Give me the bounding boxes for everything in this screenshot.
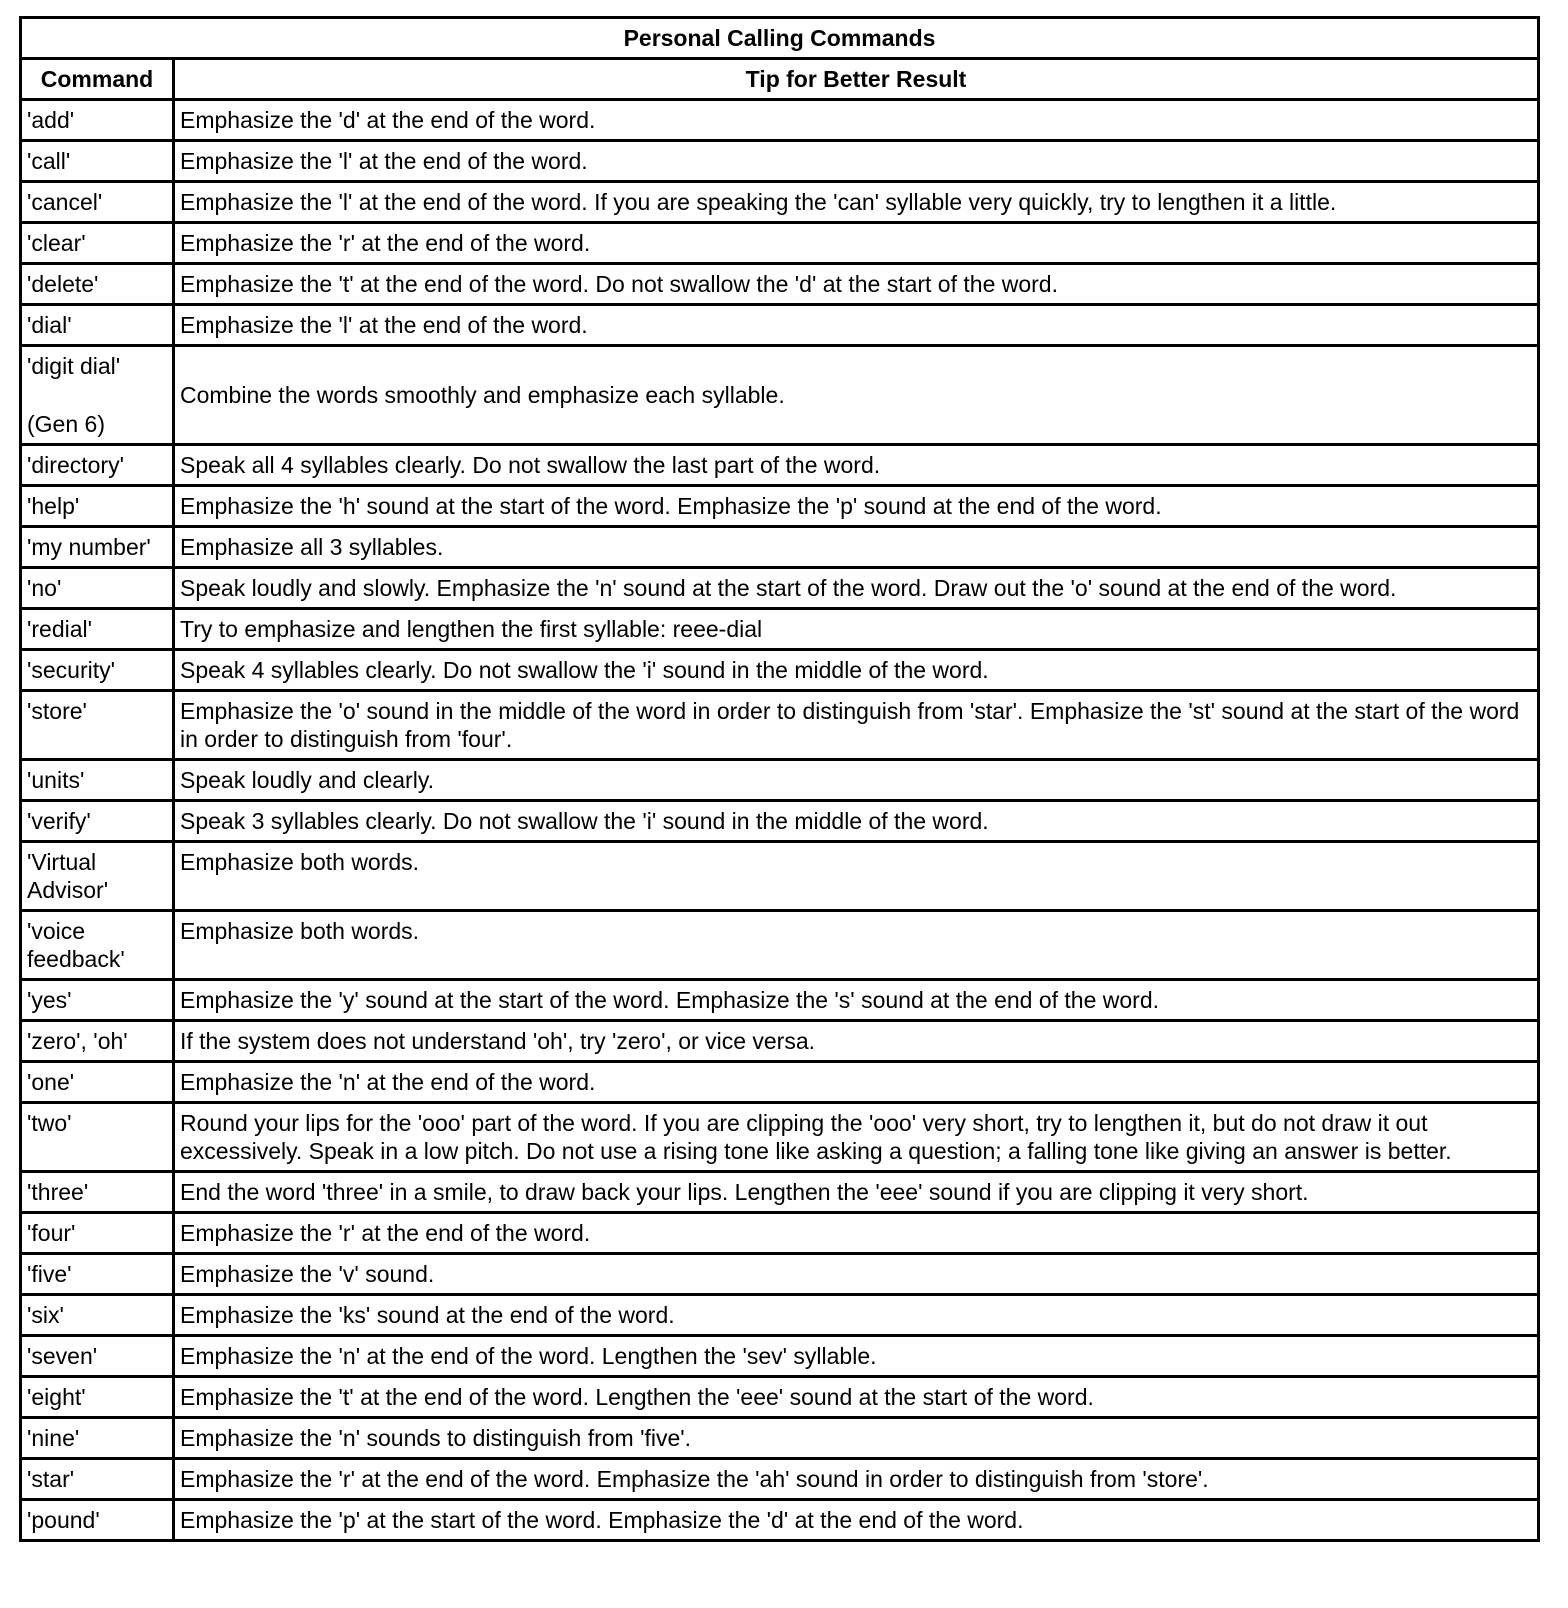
column-header-tip: Tip for Better Result [174, 59, 1539, 100]
tip-cell: Emphasize the 'n' at the end of the word. Lengthen the 'sev' syllable. [174, 1336, 1539, 1377]
table-row [21, 1021, 1539, 1062]
table-row [21, 1103, 1539, 1172]
command-text: 'seven' [27, 1343, 98, 1369]
table-row [21, 1336, 1539, 1377]
command-cell [21, 760, 174, 801]
table-row [21, 305, 1539, 346]
command-text: 'star' [27, 1466, 75, 1492]
command-text: 'redial' [27, 616, 93, 642]
tip-cell: Speak loudly and clearly. [174, 760, 1539, 801]
command-cell [21, 346, 174, 445]
table-row [21, 691, 1539, 760]
table-row [21, 1213, 1539, 1254]
table-row [21, 911, 1539, 980]
tip-cell: Speak 3 syllables clearly. Do not swallow the 'i' sound in the middle of the word. [174, 801, 1539, 842]
table-row [21, 527, 1539, 568]
table-row [21, 801, 1539, 842]
command-cell [21, 182, 174, 223]
tip-cell: Emphasize the 'v' sound. [174, 1254, 1539, 1295]
table-row [21, 609, 1539, 650]
tip-cell: Combine the words smoothly and emphasize each syllable. [174, 346, 1539, 445]
table-row [21, 141, 1539, 182]
command-text: 'voice feedback' [27, 918, 125, 972]
command-cell [21, 911, 174, 980]
tip-cell: Emphasize the 'n' sounds to distinguish from 'five'. [174, 1418, 1539, 1459]
command-cell [21, 486, 174, 527]
tip-cell: Emphasize both words. [174, 842, 1539, 911]
table-row [21, 264, 1539, 305]
command-cell [21, 1500, 174, 1541]
command-text: 'yes' [27, 987, 72, 1013]
command-cell [21, 1295, 174, 1336]
table-row [21, 1254, 1539, 1295]
column-header-command: Command [21, 59, 174, 100]
tip-cell: Emphasize the 't' at the end of the word. Do not swallow the 'd' at the start of the word. [174, 264, 1539, 305]
command-cell [21, 1021, 174, 1062]
table-row [21, 1295, 1539, 1336]
table-row [21, 1062, 1539, 1103]
tip-cell: Emphasize the 'l' at the end of the word. [174, 305, 1539, 346]
command-cell [21, 223, 174, 264]
table-row [21, 1459, 1539, 1500]
tip-cell: Emphasize the 'd' at the end of the word. [174, 100, 1539, 141]
command-cell [21, 1377, 174, 1418]
command-cell [21, 527, 174, 568]
table-row [21, 1500, 1539, 1541]
table-row [21, 1377, 1539, 1418]
tip-cell: Emphasize the 'h' sound at the start of the word. Emphasize the 'p' sound at the end of the word. [174, 486, 1539, 527]
command-text: 'zero', 'oh' [27, 1028, 128, 1054]
command-cell [21, 445, 174, 486]
tip-cell: Speak all 4 syllables clearly. Do not swallow the last part of the word. [174, 445, 1539, 486]
tip-cell: Emphasize all 3 syllables. [174, 527, 1539, 568]
command-cell [21, 1336, 174, 1377]
command-text: 'delete' [27, 271, 99, 297]
table-row [21, 650, 1539, 691]
command-text: 'five' [27, 1261, 72, 1287]
command-cell [21, 980, 174, 1021]
command-text: 'no' [27, 575, 62, 601]
commands-table [19, 16, 1540, 1542]
command-note: (Gen 6) [27, 411, 105, 437]
command-cell [21, 691, 174, 760]
command-cell [21, 305, 174, 346]
command-text: 'one' [27, 1069, 75, 1095]
tip-cell: Emphasize both words. [174, 911, 1539, 980]
command-text: 'Virtual Advisor' [27, 849, 109, 903]
command-cell [21, 801, 174, 842]
table-row [21, 182, 1539, 223]
command-text: 'three' [27, 1179, 89, 1205]
table-row [21, 223, 1539, 264]
command-text: 'my number' [27, 534, 151, 560]
table-row [21, 980, 1539, 1021]
command-text: 'four' [27, 1220, 76, 1246]
command-cell [21, 1459, 174, 1500]
tip-cell: If the system does not understand 'oh', try 'zero', or vice versa. [174, 1021, 1539, 1062]
table-row [21, 346, 1539, 445]
command-text: 'units' [27, 767, 85, 793]
tip-cell: End the word 'three' in a smile, to draw back your lips. Lengthen the 'eee' sound if you are clipping it very short. [174, 1172, 1539, 1213]
command-text: 'add' [27, 107, 75, 133]
command-cell [21, 264, 174, 305]
table-row [21, 445, 1539, 486]
tip-cell: Emphasize the 'o' sound in the middle of the word in order to distinguish from 'star'. Emphasize the 'st' sound at the start of the word in order to distinguish from 'four'. [174, 691, 1539, 760]
command-cell [21, 1254, 174, 1295]
table-body [21, 100, 1539, 1541]
command-text: 'help' [27, 493, 80, 519]
command-text: 'directory' [27, 452, 124, 478]
command-cell [21, 842, 174, 911]
table-row [21, 568, 1539, 609]
command-text: 'store' [27, 698, 87, 724]
tip-cell: Emphasize the 'r' at the end of the word. Emphasize the 'ah' sound in order to distinguish from 'store'. [174, 1459, 1539, 1500]
tip-cell: Emphasize the 't' at the end of the word. Lengthen the 'eee' sound at the start of the word. [174, 1377, 1539, 1418]
tip-cell: Speak loudly and slowly. Emphasize the 'n' sound at the start of the word. Draw out the 'o' sound at the end of the word. [174, 568, 1539, 609]
tip-cell: Round your lips for the 'ooo' part of the word. If you are clipping the 'ooo' very short, try to lengthen it, but do not draw it out excessively. Speak in a low pitch. Do not use a rising tone like asking a question; a falling tone like giving an answer is better. [174, 1103, 1539, 1172]
command-text: 'two' [27, 1110, 72, 1136]
tip-cell: Emphasize the 'n' at the end of the word. [174, 1062, 1539, 1103]
command-cell [21, 1062, 174, 1103]
command-cell [21, 141, 174, 182]
tip-cell: Emphasize the 'ks' sound at the end of the word. [174, 1295, 1539, 1336]
command-text: 'dial' [27, 312, 72, 338]
command-text: 'eight' [27, 1384, 86, 1410]
command-cell [21, 1418, 174, 1459]
command-text: 'digit dial' [27, 353, 121, 379]
command-cell [21, 1172, 174, 1213]
tip-cell: Emphasize the 'l' at the end of the word. [174, 141, 1539, 182]
table-row [21, 1418, 1539, 1459]
command-text: 'security' [27, 657, 116, 683]
command-text: 'clear' [27, 230, 86, 256]
command-text: 'call' [27, 148, 71, 174]
command-cell [21, 609, 174, 650]
tip-cell: Try to emphasize and lengthen the first syllable: reee-dial [174, 609, 1539, 650]
table-row [21, 100, 1539, 141]
command-cell [21, 100, 174, 141]
table-title: Personal Calling Commands [21, 18, 1539, 59]
table-row [21, 842, 1539, 911]
command-cell [21, 1103, 174, 1172]
command-cell [21, 568, 174, 609]
tip-cell: Speak 4 syllables clearly. Do not swallow the 'i' sound in the middle of the word. [174, 650, 1539, 691]
table-row [21, 760, 1539, 801]
tip-cell: Emphasize the 'r' at the end of the word. [174, 1213, 1539, 1254]
command-text: 'nine' [27, 1425, 80, 1451]
tip-cell: Emphasize the 'p' at the start of the word. Emphasize the 'd' at the end of the word. [174, 1500, 1539, 1541]
command-cell [21, 650, 174, 691]
tip-cell: Emphasize the 'l' at the end of the word. If you are speaking the 'can' syllable very quickly, try to lengthen it a little. [174, 182, 1539, 223]
table-header-row [21, 59, 1539, 100]
tip-cell: Emphasize the 'r' at the end of the word. [174, 223, 1539, 264]
command-text: 'pound' [27, 1507, 100, 1533]
table-row [21, 1172, 1539, 1213]
tip-cell: Emphasize the 'y' sound at the start of the word. Emphasize the 's' sound at the end of the word. [174, 980, 1539, 1021]
command-text: 'cancel' [27, 189, 103, 215]
command-cell [21, 1213, 174, 1254]
table-title-row [21, 18, 1539, 59]
command-text: 'six' [27, 1302, 64, 1328]
table-row [21, 486, 1539, 527]
command-text: 'verify' [27, 808, 91, 834]
